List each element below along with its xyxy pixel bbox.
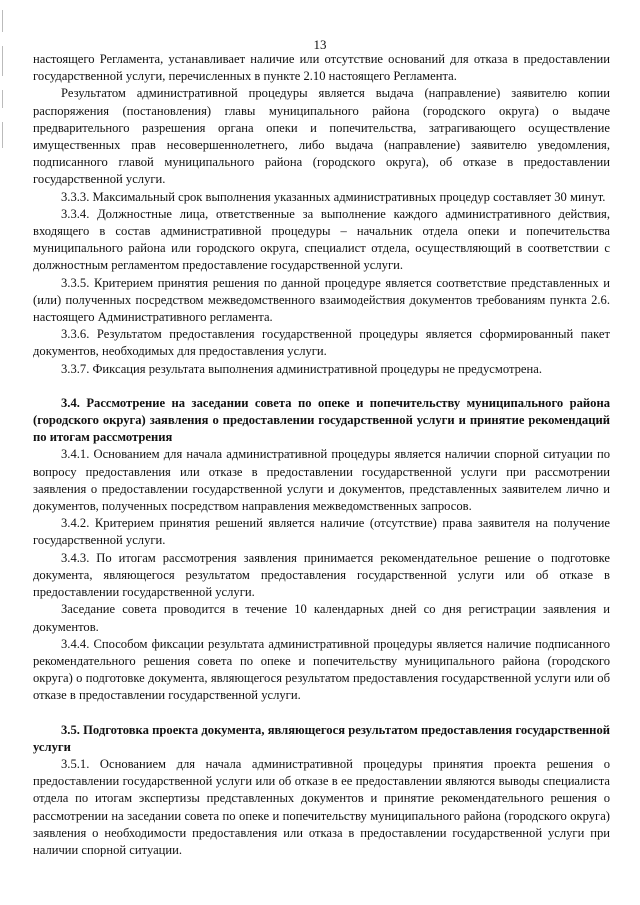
- section-heading-3-4: 3.4. Рассмотрение на заседании совета по опеке и попечительству муниципального района (городского округа) заявления о предоставлении государственной услуги и принятие рекомендаций по итогам рассмотрения: [33, 395, 610, 445]
- paragraph-3-4-1: 3.4.1. Основанием для начала административной процедуры является наличии спорной ситуации по вопросу предоставления или отказе в предоставлении государственной услуги при рассмотрении заявления о предоставлении государственной услуги и документов, представленных заявителем лично и документов, полученных посредством направления межведомственных запросов.: [33, 447, 610, 514]
- binding-marks: [2, 10, 5, 180]
- paragraph-3-5-1: 3.5.1. Основанием для начала административной процедуры принятия проекта решения о предоставлении государственной услуги или об отказе в ее предоставлении являются выводы специалиста отдела по итогам экспертизы представленных документов и принятие рекомендательного решения о рассмотрении на заседании совета по опеке и попечительству муниципального района (городского округа) заявления о необходимости предоставления или отказа в предоставлении государственной услуги при наличии спорной ситуации.: [33, 756, 610, 857]
- document-body: [33, 51, 610, 859]
- paragraph-3-3-7: 3.3.7. Фиксация результата выполнения административной процедуры не предусмотрена.: [61, 361, 542, 376]
- paragraph-continued: настоящего Регламента, устанавливает наличие или отсутствие оснований для отказа в предоставлении государственной услуги, перечисленных в пункте 2.10 настоящего Регламента.: [33, 52, 610, 84]
- section-heading-3-5: 3.5. Подготовка проекта документа, являющегося результатом предоставления государственной услуги: [33, 722, 610, 754]
- paragraph-result: Результатом административной процедуры является выдача (направление) заявителю копии распоряжения (постановления) главы муниципального района (городского округа) о выдаче предварительного разрешения органа опеки и попечительства, затрагивающего осуществление имущественных прав несовершеннолетнего, либо выдача (направление) заявителю уведомления, подписанного главой муниципального района (городского округа), об отказе в предоставлении государственной услуги.: [33, 86, 610, 187]
- paragraph-meeting: Заседание совета проводится в течение 10 календарных дней со дня регистрации заявления и документов.: [33, 602, 610, 634]
- paragraph-3-3-5: 3.3.5. Критерием принятия решения по данной процедуре является соответствие представленных и (или) полученных посредством межведомственного взаимодействия документов требованиям пункта 2.6. настоящего Административного регламента.: [33, 275, 610, 325]
- paragraph-3-4-2: 3.4.2. Критерием принятия решений является наличие (отсутствие) права заявителя на получение государственной услуги.: [33, 516, 610, 548]
- paragraph-3-3-6: 3.3.6. Результатом предоставления государственной процедуры является сформированный пакет документов, необходимых для предоставления услуги.: [33, 327, 610, 359]
- section-gap: [33, 705, 610, 722]
- page-number: 13: [313, 37, 327, 52]
- paragraph-3-4-3: 3.4.3. По итогам рассмотрения заявления принимается рекомендательное решение о подготовке документа, являющегося результатом предоставления государственной услуги или об отказе в предоставлении государственной услуги.: [33, 550, 610, 600]
- section-gap: [33, 378, 610, 395]
- paragraph-3-3-4: 3.3.4. Должностные лица, ответственные за выполнение каждого административного действия, входящего в состав административной процедуры – начальник отдела опеки и попечительства муниципального района или городского округа, специалист отдела, осуществляющий в соответствии с должностным регламентом предоставление государственной услуги.: [33, 206, 610, 273]
- paragraph-3-3-3: 3.3.3. Максимальный срок выполнения указанных административных процедур составляет 30 минут.: [61, 189, 606, 204]
- paragraph-3-4-4: 3.4.4. Способом фиксации результата административной процедуры является наличие подписанного рекомендательного решения совета по опеке и попечительству муниципального района (городского округа) о подготовке документа, являющегося результатом предоставления государственной услуги или об отказе в предоставлении государственной услуги.: [33, 636, 610, 703]
